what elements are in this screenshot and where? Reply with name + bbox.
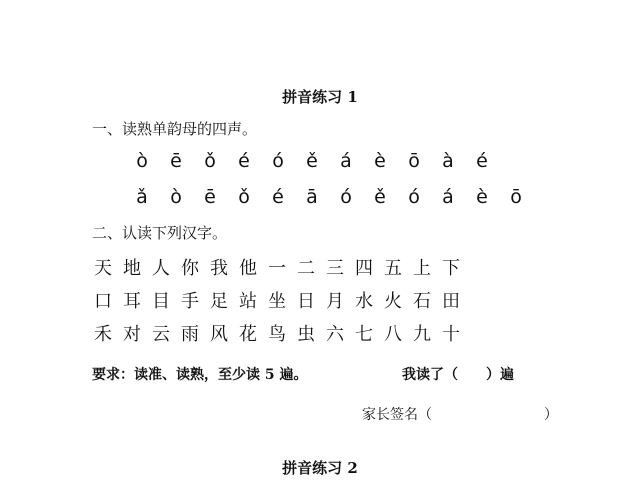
requirement-text: 要求：读准、读熟，至少读 5 遍。 <box>92 367 308 383</box>
hanzi-char: 地 <box>123 258 141 279</box>
hanzi-char: 禾 <box>94 324 112 345</box>
hanzi-char: 石 <box>413 291 431 312</box>
hanzi-char: 耳 <box>123 291 141 312</box>
hanzi-char: 九 <box>413 324 431 345</box>
hanzi-char: 雨 <box>181 324 199 345</box>
pinyin-syllable: ō <box>408 150 420 172</box>
hanzi-char: 风 <box>210 324 228 345</box>
hanzi-char: 十 <box>442 324 460 345</box>
exercise-1-title: 拼音练习 1 <box>282 88 358 106</box>
hanzi-char: 站 <box>239 291 257 312</box>
exercise-2-title: 拼音练习 2 <box>282 459 358 477</box>
read-count-field: 我读了（ ）遍 <box>402 367 514 383</box>
pinyin-syllable: ē <box>204 186 216 208</box>
hanzi-char: 四 <box>355 258 373 279</box>
hanzi-char: 下 <box>442 258 460 279</box>
pinyin-syllable: ǒ <box>238 186 250 208</box>
hanzi-char: 他 <box>239 258 257 279</box>
hanzi-char: 八 <box>384 324 402 345</box>
parent-signature-field: 家长签名（ ） <box>362 407 558 423</box>
hanzi-char: 虫 <box>297 324 315 345</box>
section-1-heading: 一、读熟单韵母的四声。 <box>92 120 258 138</box>
pinyin-syllable: ě <box>374 186 386 208</box>
pinyin-syllable: à <box>442 150 454 172</box>
hanzi-char: 二 <box>297 258 315 279</box>
pinyin-syllable: ā <box>306 186 318 208</box>
hanzi-char: 足 <box>210 291 228 312</box>
pinyin-syllable: é <box>476 150 488 172</box>
hanzi-char: 七 <box>355 324 373 345</box>
pinyin-syllable: ó <box>272 150 284 172</box>
hanzi-char: 鸟 <box>268 324 286 345</box>
hanzi-char: 田 <box>442 291 460 312</box>
hanzi-char: 火 <box>384 291 402 312</box>
hanzi-char: 我 <box>210 258 228 279</box>
pinyin-syllable: ó <box>408 186 420 208</box>
hanzi-char: 五 <box>384 258 402 279</box>
pinyin-syllable: è <box>374 150 386 172</box>
hanzi-char: 坐 <box>268 291 286 312</box>
section-2-heading: 二、认读下列汉字。 <box>92 224 228 242</box>
pinyin-syllable: ǒ <box>204 150 216 172</box>
hanzi-char: 六 <box>326 324 344 345</box>
pinyin-syllable: ǎ <box>136 186 148 208</box>
hanzi-char: 云 <box>152 324 170 345</box>
pinyin-syllable: ó <box>340 186 352 208</box>
hanzi-char: 天 <box>94 258 112 279</box>
hanzi-char: 对 <box>123 324 141 345</box>
hanzi-char: 手 <box>181 291 199 312</box>
hanzi-char: 花 <box>239 324 257 345</box>
pinyin-syllable: ō <box>510 186 522 208</box>
hanzi-char: 月 <box>326 291 344 312</box>
hanzi-char: 人 <box>152 258 170 279</box>
hanzi-char: 上 <box>413 258 431 279</box>
pinyin-syllable: á <box>340 150 352 172</box>
hanzi-char: 你 <box>181 258 199 279</box>
pinyin-syllable: è <box>476 186 488 208</box>
pinyin-syllable: é <box>272 186 284 208</box>
pinyin-syllable: ò <box>170 186 182 208</box>
hanzi-char: 一 <box>268 258 286 279</box>
hanzi-char: 目 <box>152 291 170 312</box>
pinyin-syllable: ē <box>170 150 182 172</box>
pinyin-syllable: ò <box>136 150 148 172</box>
pinyin-syllable: ě <box>306 150 318 172</box>
pinyin-syllable: á <box>442 186 454 208</box>
hanzi-char: 日 <box>297 291 315 312</box>
pinyin-syllable: é <box>238 150 250 172</box>
hanzi-char: 三 <box>326 258 344 279</box>
hanzi-char: 水 <box>355 291 373 312</box>
hanzi-char: 口 <box>94 291 112 312</box>
